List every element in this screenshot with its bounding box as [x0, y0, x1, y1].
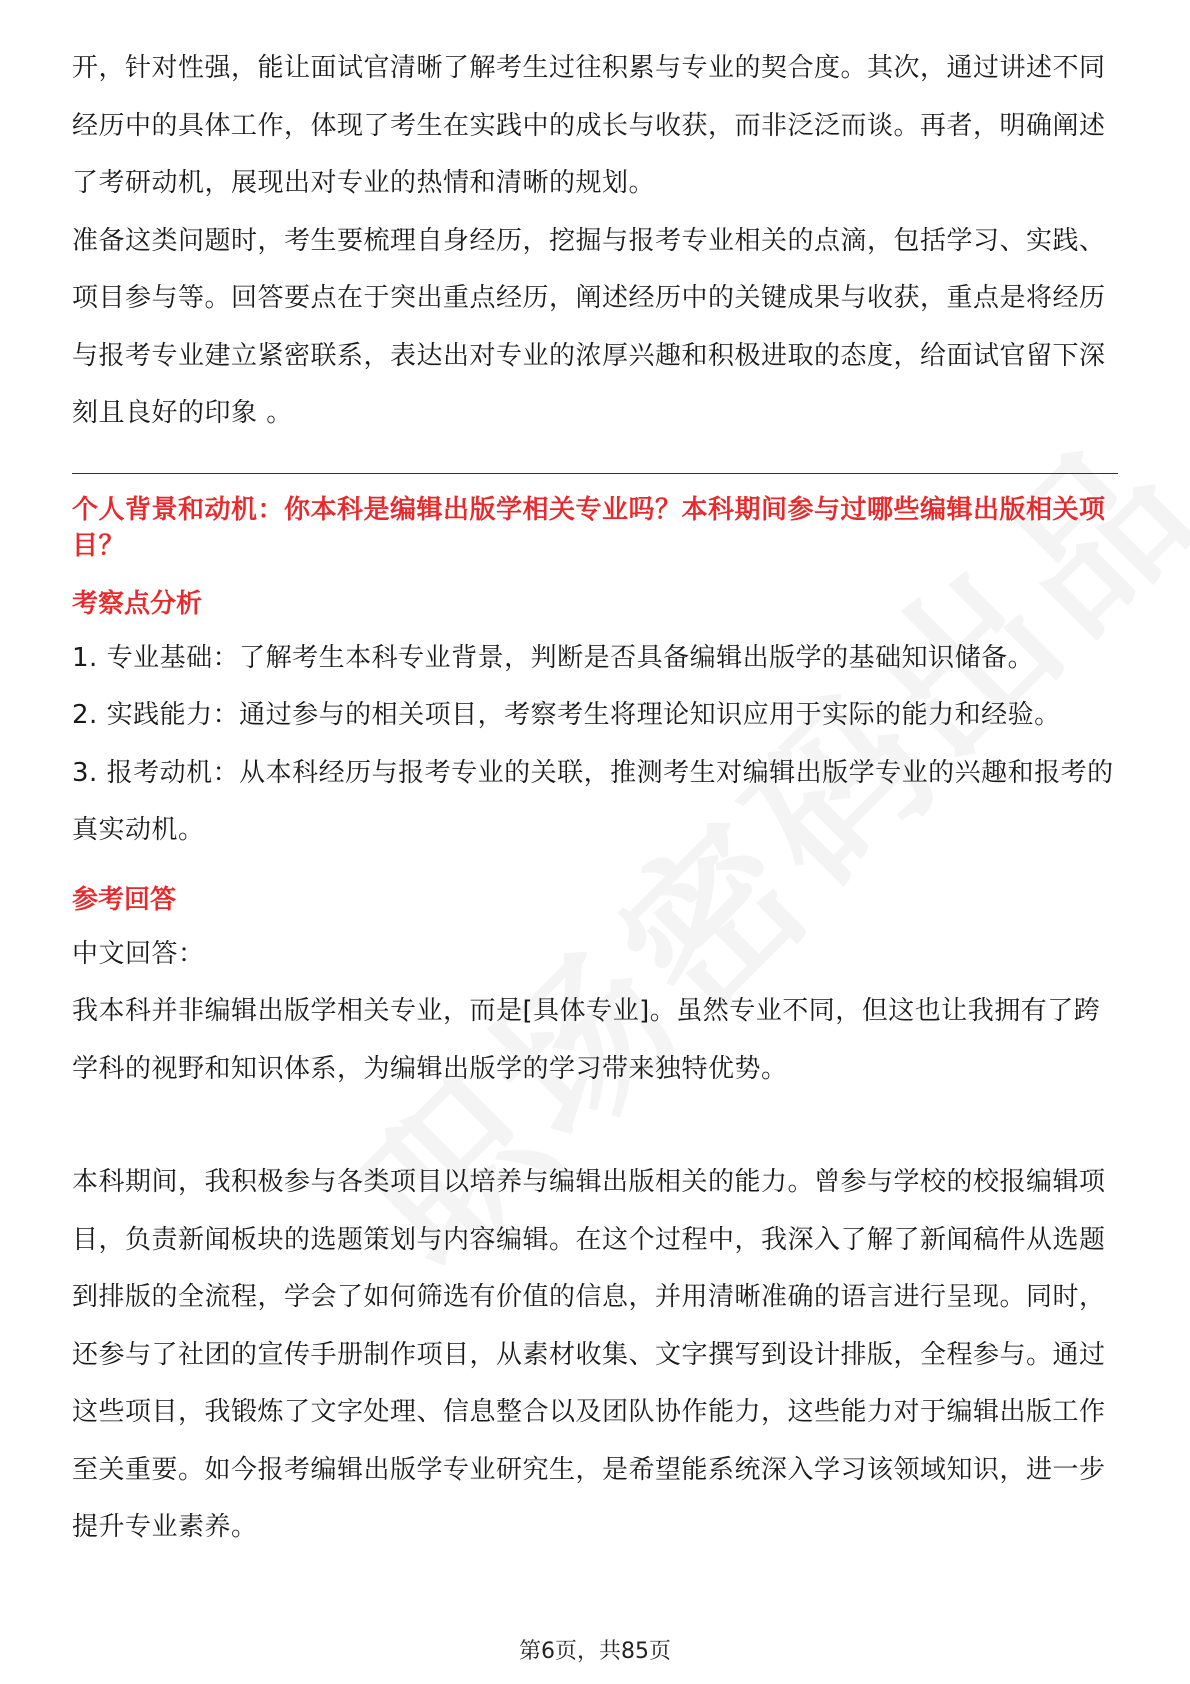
intro-paragraph: 开，针对性强，能让面试官清晰了解考生过往积累与专业的契合度。其次，通过讲述不同经历中的具体工作，体现了考生在实践中的成长与收获，而非泛泛而谈。再者，明确阐述了考研动机，展现出对专业的热情和清晰的规划。	[72, 53, 1106, 198]
document-page	[72, 40, 1118, 1557]
section-divider	[72, 473, 1118, 474]
list-item: 3. 报考动机：从本科经历与报考专业的关联，推测考生对编辑出版学专业的兴趣和报考的真实动机。	[72, 757, 1114, 845]
analysis-heading: 考察点分析	[72, 588, 203, 619]
list-item: 1. 专业基础：了解考生本科专业背景，判断是否具备编辑出版学的基础知识储备。	[72, 642, 1035, 673]
analysis-list	[72, 630, 1118, 860]
intro-paragraph: 准备这类问题时，考生要梳理自身经历，挖掘与报考专业相关的点滴，包括学习、实践、项目参与等。回答要点在于突出重点经历，阐述经历中的关键成果与收获，重点是将经历与报考专业建立紧密联系，表达出对专业的浓厚兴趣和积极进取的态度，给面试官留下深刻且良好的印象 。	[72, 225, 1106, 428]
answer-heading: 参考回答	[72, 884, 177, 915]
question-heading: 个人背景和动机：你本科是编辑出版学相关专业吗？本科期间参与过哪些编辑出版相关项目？	[72, 494, 1106, 561]
answer-label: 中文回答：	[72, 938, 205, 969]
answer-paragraph: 本科期间，我积极参与各类项目以培养与编辑出版相关的能力。曾参与学校的校报编辑项目，负责新闻板块的选题策划与内容编辑。在这个过程中，我深入了解了新闻稿件从选题到排版的全流程，学会了如何筛选有价值的信息，并用清晰准确的语言进行呈现。同时，还参与了社团的宣传手册制作项目，从素材收集、文字撰写到设计排版，全程参与。通过这些项目，我锻炼了文字处理、信息整合以及团队协作能力，这些能力对于编辑出版工作至关重要。如今报考编辑出版学专业研究生，是希望能系统深入学习该领域知识，进一步提升专业素养。	[72, 1167, 1106, 1542]
list-item: 2. 实践能力：通过参与的相关项目，考察考生将理论知识应用于实际的能力和经验。	[72, 700, 1061, 730]
answer-paragraph: 我本科并非编辑出版学相关专业，而是[具体专业]。虽然专业不同，但这也让我拥有了跨学科的视野和知识体系，为编辑出版学的学习带来独特优势。	[72, 996, 1101, 1084]
page-number: 第6页，共85页	[519, 1639, 671, 1664]
